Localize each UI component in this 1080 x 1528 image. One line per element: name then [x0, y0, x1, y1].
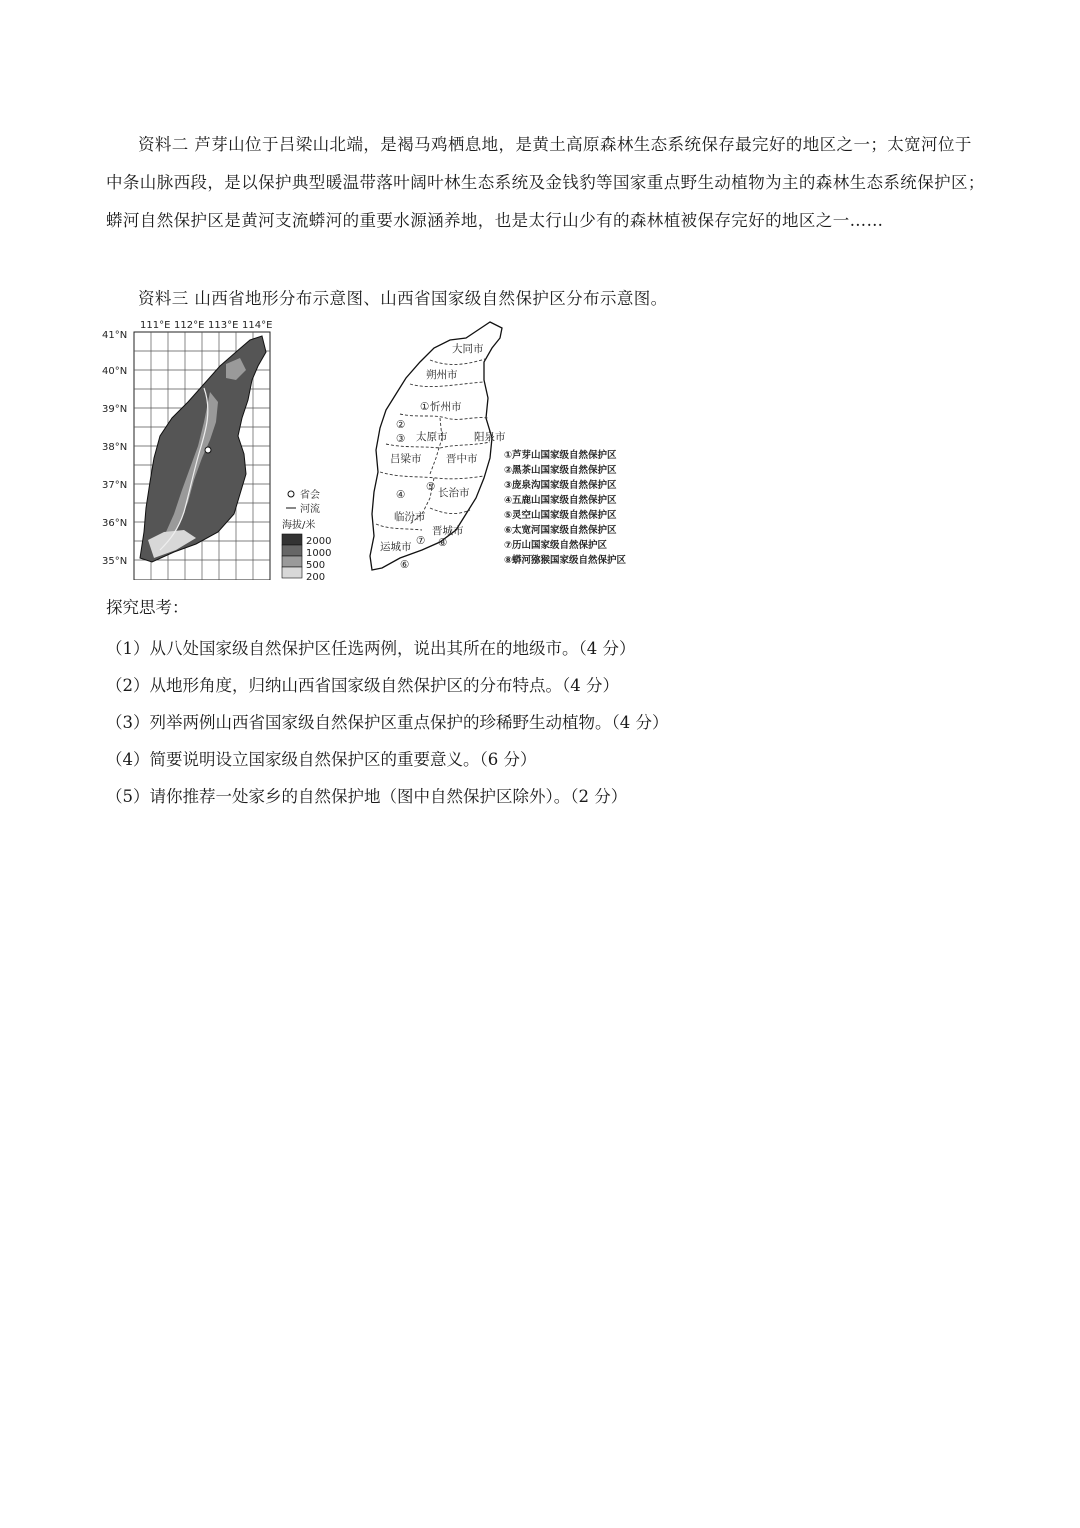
elev-level-label: 500	[306, 560, 326, 571]
city-label: 忻州市	[430, 401, 462, 413]
elevation-legend-title: 海拔/米	[282, 520, 316, 531]
city-label: 临汾市	[394, 511, 426, 523]
lat-label: 36°N	[102, 518, 128, 529]
reserve-legend-item: ②黑茶山国家级自然保护区	[504, 465, 617, 476]
material-two-paragraph: 资料二 芦芽山位于吕梁山北端，是褐马鸡栖息地，是黄土高原森林生态系统保存最完好的地区之一；太宽河位于中条山脉西段，是以保护典型暖温带落叶阔叶林生态系统及金钱豹等国家重点野生动植物为主的森林生态系统保护区；蟒河自然保护区是黄河支流蟒河的重要水源涵养地，也是太行山少有的森林植被保存完好的地区之一……	[106, 135, 985, 230]
reserve-legend-item: ⑤灵空山国家级自然保护区	[504, 510, 617, 521]
lat-label: 39°N	[102, 404, 128, 415]
reserve-legend-item: ⑧蟒河猕猴国家级自然保护区	[504, 555, 627, 566]
reserve-marker: ④	[396, 489, 406, 501]
lat-label: 41°N	[102, 330, 128, 341]
terrain-map	[102, 320, 272, 580]
elev-level-label: 200	[306, 572, 326, 580]
reserve-legend-item: ④五鹿山国家级自然保护区	[504, 495, 617, 506]
reserve-marker: ①	[420, 401, 430, 413]
city-label: 吕梁市	[390, 453, 422, 465]
terrain-legend	[282, 488, 331, 580]
city-label: 晋城市	[432, 525, 464, 537]
city-label: 大同市	[452, 343, 484, 355]
elev-swatch-1000	[282, 545, 302, 556]
reserve-legend	[504, 449, 627, 566]
city-label: 运城市	[380, 541, 412, 553]
questions-heading: 探究思考：	[106, 598, 189, 617]
reserve-marker: ⑤	[426, 481, 436, 493]
question-item: （3）列举两例山西省国家级自然保护区重点保护的珍稀野生动植物。（4 分）	[106, 713, 669, 732]
reserve-map	[370, 322, 506, 571]
elev-level-label: 2000	[306, 536, 332, 547]
city-label: 朔州市	[426, 369, 458, 381]
figures-area	[100, 318, 660, 580]
lon-label: 112°E	[174, 320, 205, 331]
lat-label: 38°N	[102, 442, 128, 453]
city-label: 太原市	[416, 431, 448, 443]
lon-label: 111°E	[140, 320, 171, 331]
questions-list	[106, 630, 669, 815]
capital-legend-icon	[288, 491, 294, 497]
figures-svg	[100, 318, 660, 580]
city-label: 晋中市	[446, 453, 478, 465]
reserve-marker: ③	[396, 433, 406, 445]
city-label: 长治市	[438, 487, 470, 499]
lon-label: 113°E	[208, 320, 239, 331]
reserve-marker: ⑥	[400, 559, 410, 571]
lat-label: 35°N	[102, 556, 128, 567]
elev-level-label: 1000	[306, 548, 332, 559]
question-item: （2）从地形角度，归纳山西省国家级自然保护区的分布特点。（4 分）	[106, 676, 619, 695]
lat-label: 40°N	[102, 366, 128, 377]
elev-swatch-500	[282, 556, 302, 567]
elev-swatch-200	[282, 567, 302, 578]
reserve-legend-item: ⑥太宽河国家级自然保护区	[504, 525, 617, 536]
reserve-marker: ⑧	[438, 537, 448, 549]
reserve-legend-item: ③庞泉沟国家级自然保护区	[504, 480, 617, 491]
capital-marker-icon	[205, 447, 211, 453]
reserve-legend-item: ⑦历山国家级自然保护区	[504, 540, 608, 551]
question-item: （1）从八处国家级自然保护区任选两例，说出其所在的地级市。（4 分）	[106, 639, 636, 658]
lat-label: 37°N	[102, 480, 128, 491]
reserve-legend-item: ①芦芽山国家级自然保护区	[504, 450, 617, 461]
question-item: （4）简要说明设立国家级自然保护区的重要意义。（6 分）	[106, 750, 537, 769]
city-label: 阳泉市	[474, 431, 506, 443]
material-three-paragraph: 资料三 山西省地形分布示意图、山西省国家级自然保护区分布示意图。	[138, 289, 668, 308]
lon-label: 114°E	[242, 320, 273, 331]
capital-legend-label: 省会	[300, 490, 320, 501]
elev-swatch-2000	[282, 534, 302, 545]
river-legend-label: 河流	[300, 504, 320, 515]
question-item: （5）请你推荐一处家乡的自然保护地（图中自然保护区除外）。（2 分）	[106, 787, 628, 806]
reserve-marker: ⑦	[416, 535, 426, 547]
reserve-marker: ②	[396, 419, 406, 431]
